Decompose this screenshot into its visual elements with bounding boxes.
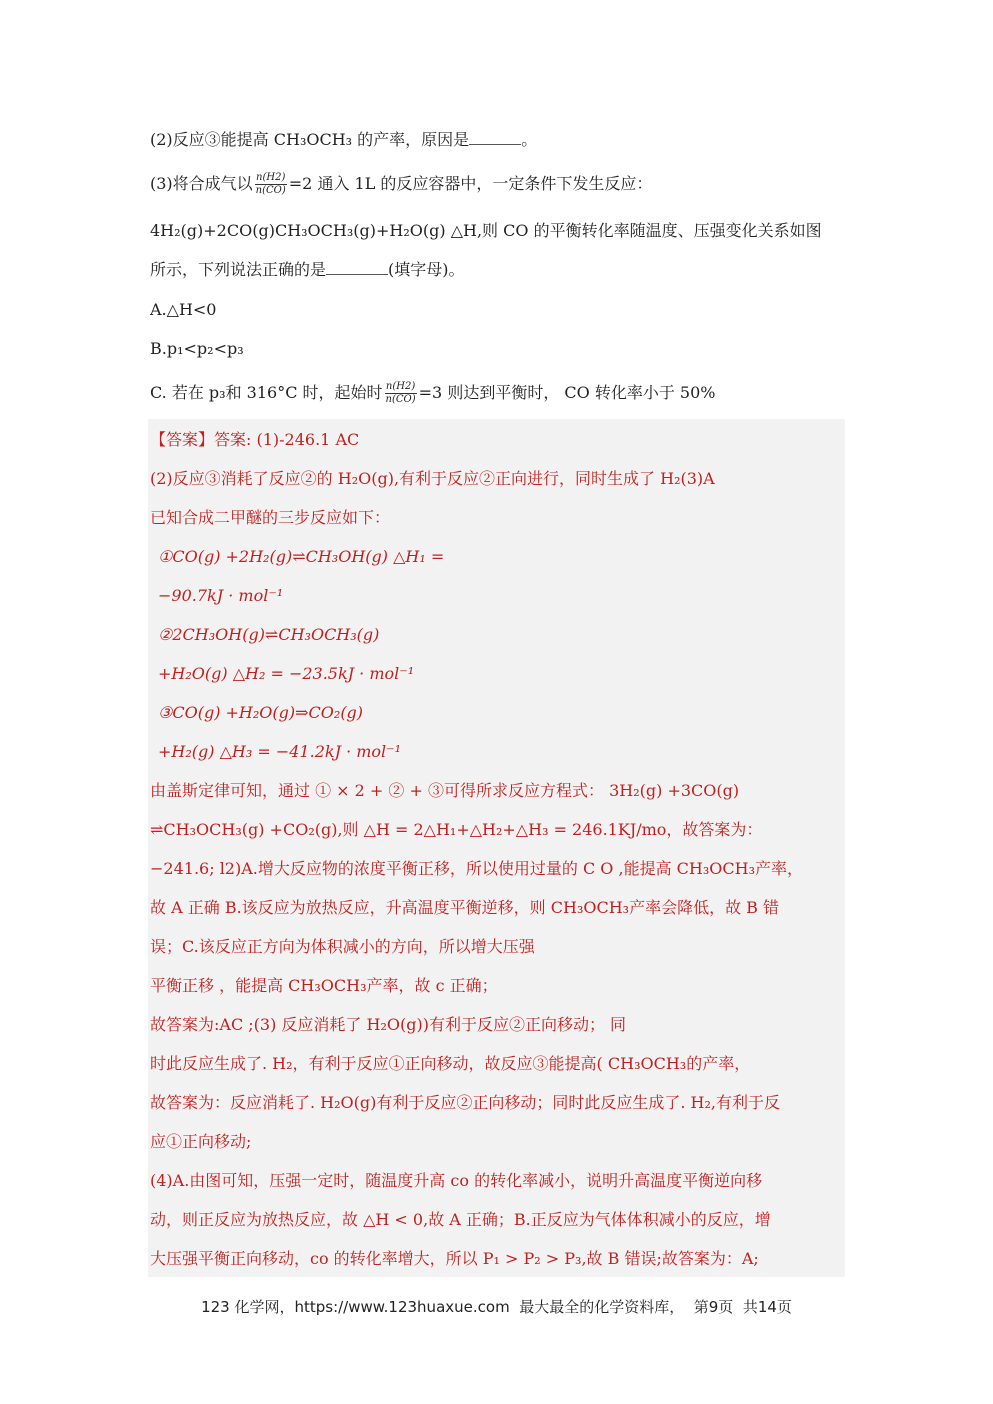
question-3-prompt-prefix: 所示，下列说法正确的是	[150, 260, 327, 279]
ratio-numerator: n(H2)	[256, 172, 286, 183]
option-c-fraction	[385, 381, 417, 406]
answer-line-18: 故答案为：反应消耗了. H₂O(g)有利于反应②正向移动；同时此反应生成了. H₂,有利于反	[150, 1093, 781, 1112]
option-c-prefix: C. 若在 p₃和 316°C 时，起始时	[150, 383, 383, 402]
answer-line-5: −90.7kJ · mol⁻¹	[158, 586, 284, 605]
ratio-fraction	[255, 172, 287, 197]
ratio-denominator: n(CO)	[255, 185, 286, 196]
option-a: A.△H<0	[150, 300, 217, 319]
answer-blank	[469, 130, 521, 145]
answer-line-7: +H₂O(g) △H₂ = −23.5kJ · mol⁻¹	[158, 664, 415, 683]
answer-line-19: 应①正向移动;	[150, 1132, 252, 1151]
answer-line-16: 故答案为:AC ;(3) 反应消耗了 H₂O(g))有利于反应②正向移动； 同	[150, 1015, 627, 1034]
question-2-text: (2)反应③能提高 CH₃OCH₃ 的产率，原因是	[150, 130, 470, 149]
question-2-end: 。	[521, 130, 538, 149]
answer-line-17: 时此反应生成了. H₂，有利于反应①正向移动，故反应③能提高( CH₃OCH₃的产率，	[150, 1054, 751, 1073]
answer-line-8: ③CO(g) +H₂O(g)⇒CO₂(g)	[158, 703, 364, 722]
answer-line-4: ①CO(g) +2H₂(g)⇌CH₃OH(g) △H₁ =	[158, 547, 445, 566]
option-c-denominator: n(CO)	[385, 394, 416, 405]
answer-line-6: ②2CH₃OH(g)⇌CH₃OCH₃(g)	[158, 625, 380, 644]
reaction-equation: 4H₂(g)+2CO(g)CH₃OCH₃(g)+H₂O(g) △H,则 CO 的平衡转化率随温度、压强变化关系如图	[150, 221, 822, 240]
answer-line-3: 已知合成二甲醚的三步反应如下：	[150, 508, 391, 527]
answer-line-21: 动，则正反应为放热反应，故 △H < 0,故 A 正确；B.正反应为气体体积减小的反应，增	[150, 1210, 771, 1229]
answer-line-22: 大压强平衡正向移动，co 的转化率增大，所以 P₁ > P₂ > P₃,故 B 错误;故答案为：A;	[150, 1249, 759, 1268]
answer-blank-2	[326, 260, 388, 275]
question-3-prompt-suffix: (填字母)。	[388, 260, 465, 279]
answer-line-1: 【答案】答案: (1)-246.1 AC	[150, 430, 360, 449]
answer-line-14: 误；C.该反应正方向为体积减小的方向，所以增大压强	[150, 937, 535, 956]
option-c-numerator: n(H2)	[385, 381, 416, 392]
page-footer: 123 化学网，https://www.123huaxue.com 最大最全的化学资料库， 第9页 共14页	[201, 1298, 792, 1316]
option-b: B.p₁<p₂<p₃	[150, 339, 244, 358]
answer-line-12: −241.6; l2)A.增大反应物的浓度平衡正移，所以使用过量的 C O ,能提高 CH₃OCH₃产率，	[150, 859, 803, 878]
question-3	[150, 171, 845, 197]
option-c-suffix: =3 则达到平衡时， CO 转化率小于 50%	[418, 383, 716, 402]
question-3-prefix: (3)将合成气以	[150, 174, 253, 193]
answer-line-13: 故 A 正确 B.该反应为放热反应，升高温度平衡逆移，则 CH₃OCH₃产率会降低，故 B 错	[150, 898, 780, 917]
question-3-prompt	[150, 257, 845, 283]
question-3-suffix: =2 通入 1L 的反应容器中，一定条件下发生反应：	[288, 174, 653, 193]
answer-line-10: 由盖斯定律可知，通过 ① × 2 + ② + ③可得所求反应方程式： 3H₂(g) +3CO(g)	[150, 781, 740, 800]
answer-line-15: 平衡正移 ，能提高 CH₃OCH₃产率，故 c 正确；	[150, 976, 498, 995]
answer-line-9: +H₂(g) △H₃ = −41.2kJ · mol⁻¹	[158, 742, 402, 761]
answer-line-11: ⇌CH₃OCH₃(g) +CO₂(g),则 △H = 2△H₁+△H₂+△H₃ = 246.1KJ/mo，故答案为：	[150, 820, 763, 839]
question-2	[150, 127, 845, 153]
option-c	[150, 380, 845, 406]
answer-line-20: (4)A.由图可知，压强一定时，随温度升高 co 的转化率减小，说明升高温度平衡逆向移	[150, 1171, 763, 1190]
answer-line-2: (2)反应③消耗了反应②的 H₂O(g),有利于反应②正向进行，同时生成了 H₂(3)A	[150, 469, 715, 488]
